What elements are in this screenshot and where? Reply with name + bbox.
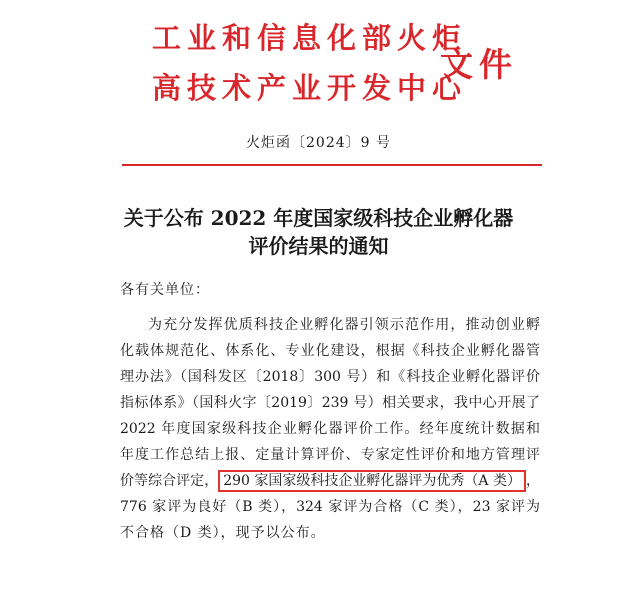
issuer-name-line2: 高技术产业开发中心: [152, 71, 468, 105]
body-line: 化载体规范化、体系化、专业化建设，根据《科技企业孵化器管: [120, 343, 540, 359]
document-number: 火炬函〔2024〕9 号: [246, 135, 391, 151]
document-type-label: 文件: [440, 45, 518, 84]
body-line: 指标体系》（国科火字〔2019〕239 号）相关要求，我中心开展了: [120, 395, 540, 411]
body-line: 不合格（D 类），现予以公布。: [120, 525, 326, 541]
notice-title-line2: 评价结果的通知: [248, 234, 389, 258]
body-line-with-highlight: [120, 468, 540, 494]
header-divider-line: [122, 164, 542, 166]
body-line-segment: 价等综合评定，: [120, 473, 219, 489]
issuer-name-line1: 工业和信息化部火炬: [152, 21, 468, 55]
body-paragraph: [120, 312, 540, 546]
salutation: 各有关单位：: [120, 282, 210, 298]
highlighted-result-box: 290 家国家级科技企业孵化器评为优秀（A 类）: [218, 470, 526, 492]
notice-title-line1: 关于公布 2022 年度国家级科技企业孵化器: [123, 206, 514, 230]
body-line: 理办法》（国科发区〔2018〕300 号）和《科技企业孵化器评价: [120, 369, 540, 385]
body-line: 776 家评为良好（B 类），324 家评为合格（C 类），23 家评为: [120, 499, 540, 515]
body-line: 为充分发挥优质科技企业孵化器引领示范作用，推动创业孵: [148, 317, 540, 333]
body-line: 2022 年度国家级科技企业孵化器评价工作。经年度统计数据和: [120, 421, 540, 437]
body-line-segment: ，: [525, 473, 541, 489]
body-line: 年度工作总结上报、定量计算评价、专家定性评价和地方管理评: [120, 447, 540, 463]
